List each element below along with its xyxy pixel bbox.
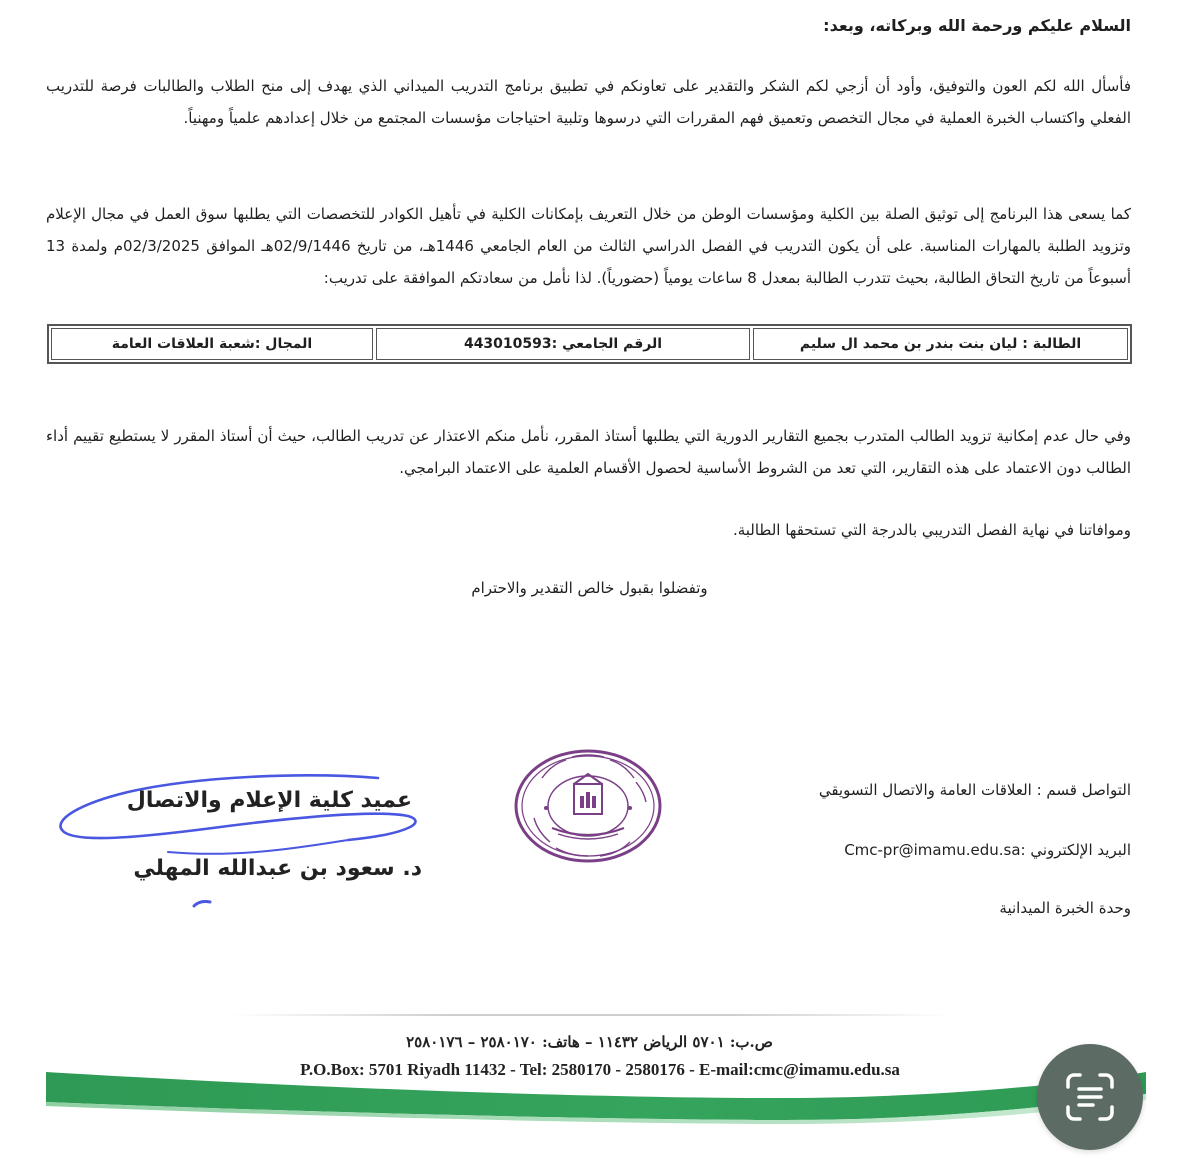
footer-arabic-address: ص.ب: ٥٧٠١ الرياض ١١٤٣٢ – هاتف: ٢٥٨٠١٧٠ – ٢٥٨٠١٧٦ [406, 1033, 773, 1051]
text-scan-icon [1062, 1069, 1118, 1125]
paragraph-intro: فأسأل الله لكم العون والتوفيق، وأود أن أزجي لكم الشكر والتقدير على تعاونكم في تطبيق برنامج التدريب الميداني الذي يهدف إلى منح الطلاب والطالبات فرصة للتدريب الفعلي واكتساب الخبرة العملية في مجال التخصص وتعميق فهم المقررات التي درسوها وتلبية احتياجات مؤسسات المجتمع من خلال إعدادهم علمياً ومهنياً. [46, 77, 1131, 127]
university-id-cell: الرقم الجامعي :443010593 [376, 328, 750, 360]
paragraph-program: كما يسعى هذا البرنامج إلى توثيق الصلة بين الكلية ومؤسسات الوطن من خلال التعريف بإمكانات الكلية في تأهيل الكوادر للتخصصات التي يطلبها سوق العمل في مجال الإعلام وتزويد الطلبة بالمهارات المناسبة. على أن يكون التدريب في الفصل الدراسي الثالث من العام الجامعي 1446هـ، من تاريخ 02/9/1446هـ الموافق 02/3/2025م ولمدة 13 أسبوعاً من تاريخ التحاق الطالبة، بحيث تتدرب الطالبة بمعدل 8 ساعات يومياً (حضورياً). لذا نأمل من سعادتكم الموافقة على تدريب: [46, 205, 1131, 287]
college-seal [512, 748, 664, 864]
text-scan-button[interactable] [1037, 1044, 1143, 1150]
contact-department: التواصل قسم : العلاقات العامة والاتصال التسويقي [818, 781, 1131, 799]
contact-email: البريد الإلكتروني :Cmc-pr@imamu.edu.sa [844, 841, 1131, 859]
greeting: السلام عليكم ورحمة الله وبركاته، وبعد: [823, 16, 1131, 35]
paragraph-reports: وفي حال عدم إمكانية تزويد الطالب المتدرب بجميع التقارير الدورية التي يطلبها أستاذ المقرر، نأمل منكم الاعتذار عن تدريب الطالب، حيث أن أستاذ المقرر لا يستطيع تقييم أداء الطالب دون الاعتماد على هذه التقارير، التي تعد من الشروط الأساسية لحصول الأقسام العلمية على الاعتماد البرامجي. [46, 427, 1131, 477]
contact-unit: وحدة الخبرة الميدانية [999, 899, 1131, 917]
footer-divider [230, 1014, 950, 1016]
footer-english-address: P.O.Box: 5701 Riyadh 11432 - Tel: 2580170 - 2580176 - E-mail:cmc@imamu.edu.sa [300, 1060, 900, 1079]
paragraph-grade: وموافاتنا في نهاية الفصل التدريبي بالدرجة التي تستحقها الطالبة. [732, 521, 1131, 539]
student-name-cell: الطالبة : ليان بنت بندر بن محمد ال سليم [753, 328, 1128, 360]
signatory-title: عميد كلية الإعلام والاتصال [126, 788, 412, 813]
field-cell: المجال :شعبة العلاقات العامة [51, 328, 373, 360]
signatory-name: د. سعود بن عبدالله المهلي [133, 856, 422, 881]
closing-line: وتفضلوا بقبول خالص التقدير والاحترام [471, 579, 708, 597]
student-info-table [47, 324, 1132, 364]
